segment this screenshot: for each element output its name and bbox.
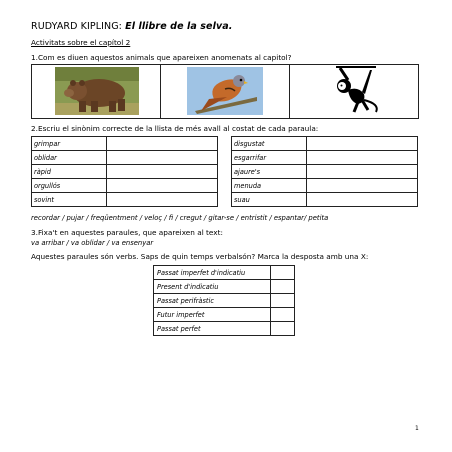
- tense-checkbox-cell[interactable]: [271, 308, 295, 322]
- synonym-word: sovint: [32, 193, 107, 207]
- table-row: [32, 179, 218, 193]
- picture-cell-bear: [32, 65, 161, 119]
- tense-checkbox-cell[interactable]: [271, 280, 295, 294]
- synonym-word: grimpar: [32, 137, 107, 151]
- tense-label: Passat imperfet d'indicatiu: [154, 266, 271, 280]
- table-row: [32, 137, 218, 151]
- answer-cell[interactable]: [307, 193, 418, 207]
- verb-forms-list: va arribar / va oblidar / va ensenyar: [31, 239, 154, 247]
- section-subtitle: Activitats sobre el capítol 2: [31, 38, 131, 47]
- table-row: [232, 151, 418, 165]
- table-row: [232, 193, 418, 207]
- page-title: [31, 21, 232, 32]
- table-row: [32, 193, 218, 207]
- table-row: [32, 165, 218, 179]
- picture-cell-monkey: [290, 65, 419, 119]
- synonym-word: suau: [232, 193, 307, 207]
- table-row: [232, 137, 418, 151]
- answer-cell[interactable]: [107, 151, 218, 165]
- question-3: 3.Fixa't en aquestes paraules, que apareixen al text:: [31, 228, 223, 237]
- synonym-word: oblidar: [32, 151, 107, 165]
- synonym-word: disgustat: [232, 137, 307, 151]
- picture-cell-bird: [161, 65, 290, 119]
- answer-cell[interactable]: [107, 179, 218, 193]
- tenses-table: [153, 265, 295, 336]
- page-number: 1: [415, 425, 419, 432]
- synonyms-table-right: [231, 136, 418, 207]
- table-row: [232, 179, 418, 193]
- title-book: El llibre de la selva.: [125, 21, 233, 32]
- synonym-word: menuda: [232, 179, 307, 193]
- tense-label: Present d'indicatiu: [154, 280, 271, 294]
- answer-cell[interactable]: [307, 179, 418, 193]
- animals-picture-table: [31, 64, 419, 119]
- synonym-word-list: recordar / pujar / freqüentment / veloç / fi / cregut / gitar-se / entristit / espantar/ petita: [31, 214, 329, 222]
- tense-label: Futur imperfet: [154, 308, 271, 322]
- synonym-word: esgarrifar: [232, 151, 307, 165]
- tense-checkbox-cell[interactable]: [271, 266, 295, 280]
- table-row: [32, 151, 218, 165]
- answer-cell[interactable]: [107, 165, 218, 179]
- bear-photo: [55, 67, 139, 115]
- answer-cell[interactable]: [107, 193, 218, 207]
- question-1: 1.Com es diuen aquestos animals que apareixen anomenats al capitol?: [31, 53, 292, 62]
- tense-checkbox-cell[interactable]: [271, 322, 295, 336]
- synonyms-table-left: [31, 136, 218, 207]
- monkey-silhouette: [326, 66, 384, 116]
- table-row: [154, 322, 295, 336]
- synonym-word: ajaure's: [232, 165, 307, 179]
- answer-cell[interactable]: [107, 137, 218, 151]
- table-row: [154, 308, 295, 322]
- table-row: [154, 280, 295, 294]
- title-author: RUDYARD KIPLING:: [31, 21, 122, 32]
- synonym-word: orgullós: [32, 179, 107, 193]
- synonym-word: ràpid: [32, 165, 107, 179]
- answer-cell[interactable]: [307, 151, 418, 165]
- table-row: [232, 165, 418, 179]
- tense-checkbox-cell[interactable]: [271, 294, 295, 308]
- answer-cell[interactable]: [307, 165, 418, 179]
- answer-cell[interactable]: [307, 137, 418, 151]
- question-2: 2.Escriu el sinònim correcte de la llista de més avall al costat de cada paraula:: [31, 124, 319, 133]
- table-row: [154, 294, 295, 308]
- kestrel-photo: [187, 67, 263, 115]
- question-4: Aquestes paraules són verbs. Saps de quin temps verbalsón? Marca la desposta amb una X:: [31, 252, 369, 261]
- tense-label: Passat perfet: [154, 322, 271, 336]
- table-row: [154, 266, 295, 280]
- tense-label: Passat perifràstic: [154, 294, 271, 308]
